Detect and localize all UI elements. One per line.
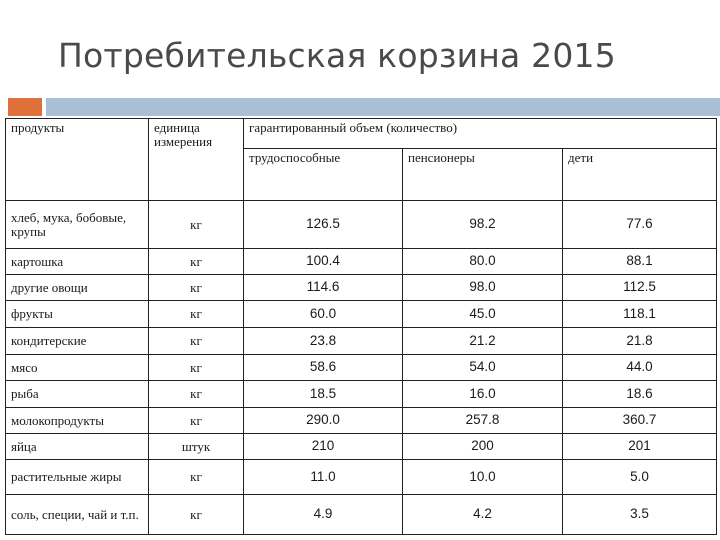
cell-working: 126.5 — [244, 201, 403, 249]
cell-children: 44.0 — [563, 355, 717, 381]
table-row — [6, 495, 717, 535]
cell-pensioners: 10.0 — [403, 460, 563, 495]
table-row — [6, 408, 717, 434]
cell-product: молокопродукты — [6, 408, 149, 434]
cell-pensioners: 98.2 — [403, 201, 563, 249]
cell-product: фрукты — [6, 301, 149, 328]
cell-unit: штук — [149, 434, 244, 460]
cell-pensioners: 80.0 — [403, 249, 563, 275]
table-row — [6, 434, 717, 460]
header-guaranteed: гарантированный объем (количество) — [244, 119, 717, 149]
cell-pensioners: 16.0 — [403, 381, 563, 408]
table-row — [6, 201, 717, 249]
cell-pensioners: 4.2 — [403, 495, 563, 535]
cell-children: 112.5 — [563, 275, 717, 301]
cell-product: хлеб, мука, бобовые, крупы — [6, 201, 149, 249]
cell-working: 18.5 — [244, 381, 403, 408]
cell-unit: кг — [149, 275, 244, 301]
cell-product: соль, специи, чай и т.п. — [6, 495, 149, 535]
table-row — [6, 275, 717, 301]
cell-working: 58.6 — [244, 355, 403, 381]
accent-bar-blue — [46, 98, 720, 116]
table-header-row — [6, 119, 717, 149]
table-row — [6, 301, 717, 328]
cell-product: яйца — [6, 434, 149, 460]
cell-children: 201 — [563, 434, 717, 460]
cell-product: растительные жиры — [6, 460, 149, 495]
cell-children: 118.1 — [563, 301, 717, 328]
accent-bar-orange — [8, 98, 42, 116]
cell-working: 11.0 — [244, 460, 403, 495]
cell-unit: кг — [149, 495, 244, 535]
cell-unit: кг — [149, 328, 244, 355]
cell-pensioners: 200 — [403, 434, 563, 460]
header-pensioners: пенсионеры — [403, 149, 563, 201]
header-working: трудоспособные — [244, 149, 403, 201]
cell-working: 60.0 — [244, 301, 403, 328]
cell-working: 23.8 — [244, 328, 403, 355]
cell-pensioners: 54.0 — [403, 355, 563, 381]
cell-working: 100.4 — [244, 249, 403, 275]
header-unit: единица измерения — [149, 119, 244, 201]
cell-children: 360.7 — [563, 408, 717, 434]
cell-working: 114.6 — [244, 275, 403, 301]
cell-unit: кг — [149, 201, 244, 249]
header-products: продукты — [6, 119, 149, 201]
cell-unit: кг — [149, 249, 244, 275]
cell-pensioners: 98.0 — [403, 275, 563, 301]
cell-working: 4.9 — [244, 495, 403, 535]
cell-children: 18.6 — [563, 381, 717, 408]
cell-product: картошка — [6, 249, 149, 275]
cell-unit: кг — [149, 460, 244, 495]
cell-product: мясо — [6, 355, 149, 381]
table-row — [6, 249, 717, 275]
cell-children: 3.5 — [563, 495, 717, 535]
slide-title: Потребительская корзина 2015 — [58, 36, 616, 75]
cell-pensioners: 257.8 — [403, 408, 563, 434]
cell-children: 21.8 — [563, 328, 717, 355]
cell-children: 77.6 — [563, 201, 717, 249]
cell-children: 5.0 — [563, 460, 717, 495]
consumer-basket-table — [5, 118, 717, 535]
cell-working: 290.0 — [244, 408, 403, 434]
cell-unit: кг — [149, 355, 244, 381]
cell-product: рыба — [6, 381, 149, 408]
table-row — [6, 381, 717, 408]
cell-product: другие овощи — [6, 275, 149, 301]
header-children: дети — [563, 149, 717, 201]
cell-working: 210 — [244, 434, 403, 460]
table-row — [6, 355, 717, 381]
cell-pensioners: 45.0 — [403, 301, 563, 328]
cell-unit: кг — [149, 301, 244, 328]
cell-children: 88.1 — [563, 249, 717, 275]
table-row — [6, 460, 717, 495]
cell-pensioners: 21.2 — [403, 328, 563, 355]
table-row — [6, 328, 717, 355]
cell-unit: кг — [149, 408, 244, 434]
cell-unit: кг — [149, 381, 244, 408]
cell-product: кондитерские — [6, 328, 149, 355]
